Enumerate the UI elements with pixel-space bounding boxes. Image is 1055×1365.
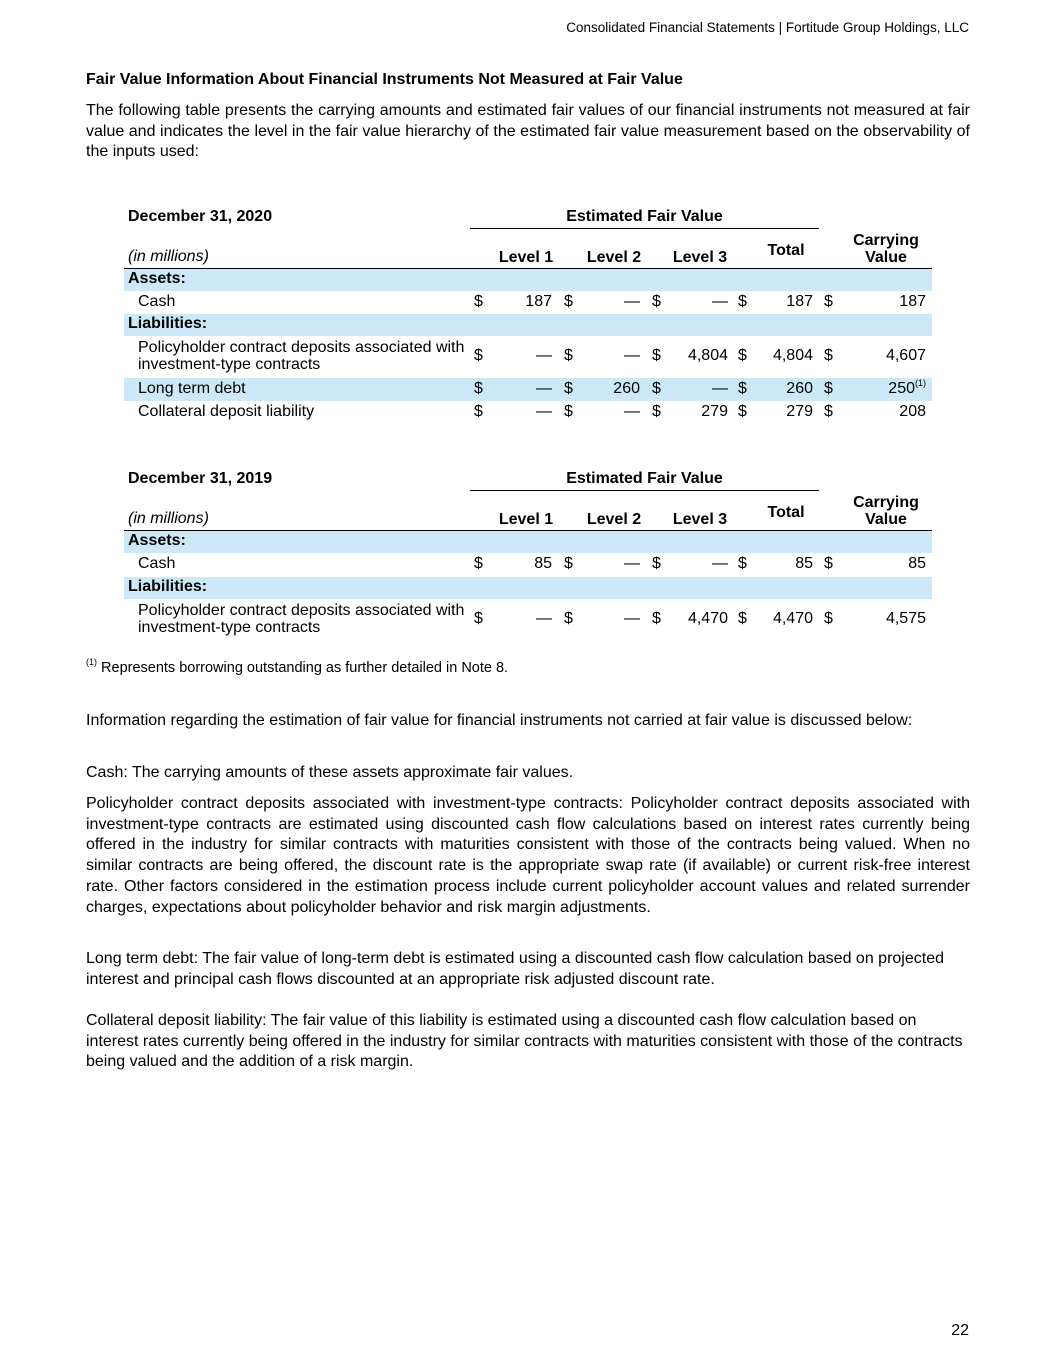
currency-symbol: $	[824, 555, 833, 572]
carrying-value: 85	[908, 555, 926, 572]
carrying-value	[834, 377, 926, 398]
carrying-value: 4,607	[885, 347, 926, 364]
currency-symbol: $	[824, 293, 833, 310]
total-header: Total	[767, 241, 805, 259]
footnote-marker: (1)	[915, 377, 926, 388]
level-2-value: —	[624, 293, 640, 310]
currency-symbol: $	[474, 610, 483, 627]
liabilities-section-row	[124, 577, 932, 599]
total-value: 4,470	[772, 610, 813, 627]
currency-symbol: $	[824, 403, 833, 420]
currency-symbol: $	[564, 347, 573, 364]
assets-section-row	[124, 269, 932, 291]
currency-symbol: $	[652, 610, 661, 627]
assets-section-row	[124, 531, 932, 553]
level-3-value: —	[712, 380, 728, 397]
currency-symbol: $	[652, 293, 661, 310]
level-3-header: Level 3	[672, 510, 728, 528]
section-title: Fair Value Information About Financial Instruments Not Measured at Fair Value	[86, 71, 683, 88]
estimated-fair-value-header: Estimated Fair Value	[470, 470, 819, 491]
page-number: 22	[951, 1322, 969, 1339]
fair-value-table-2020	[124, 208, 932, 424]
total-value: 279	[786, 403, 813, 420]
fair-value-table-2019	[124, 470, 932, 643]
intro-paragraph: The following table presents the carrying amounts and estimated fair values of our financial instruments not measured at fair value and indicates the level in the fair value hierarchy of the estimated fair value measurement based on the observability of the inputs used:	[86, 102, 970, 161]
currency-symbol: $	[652, 380, 661, 397]
level-1-value: 187	[525, 293, 552, 310]
level-2-value: —	[624, 555, 640, 572]
currency-symbol: $	[824, 610, 833, 627]
level-1-value: —	[536, 380, 552, 397]
footnote-marker: (1)	[86, 657, 97, 668]
level-1-header: Level 1	[498, 510, 554, 528]
currency-symbol: $	[824, 347, 833, 364]
level-3-value: 4,804	[687, 347, 728, 364]
currency-symbol: $	[738, 555, 747, 572]
currency-symbol: $	[738, 610, 747, 627]
level-2-value: —	[624, 403, 640, 420]
table-row	[124, 336, 932, 378]
carrying-value-header: Carrying Value	[853, 232, 919, 266]
table-row	[124, 599, 932, 643]
carrying-value-number: 250	[888, 380, 915, 397]
level-3-value: —	[712, 293, 728, 310]
level-2-header: Level 2	[586, 510, 642, 528]
liabilities-label: Liabilities:	[128, 315, 208, 332]
row-label: Cash	[138, 293, 176, 310]
level-3-value: —	[712, 555, 728, 572]
row-label: Policyholder contract deposits associated with investment-type contracts	[138, 602, 465, 636]
currency-symbol: $	[564, 555, 573, 572]
level-3-header: Level 3	[672, 248, 728, 266]
assets-label: Assets:	[128, 532, 186, 549]
total-value: 260	[786, 380, 813, 397]
total-value: 85	[795, 555, 813, 572]
level-1-value: —	[536, 403, 552, 420]
level-3-value: 279	[701, 403, 728, 420]
table-header	[124, 208, 932, 268]
units-label: (in millions)	[128, 248, 209, 265]
liabilities-section-row	[124, 314, 932, 336]
carrying-value: 208	[899, 403, 926, 420]
currency-symbol: $	[564, 293, 573, 310]
currency-symbol: $	[824, 380, 833, 397]
level-1-value: —	[536, 347, 552, 364]
paragraph-long-term-debt: Long term debt: The fair value of long-term debt is estimated using a discounted cash flow calculation based on projected interest and principal cash flows discounted at an appropriate risk adjusted discount rate.	[86, 950, 944, 988]
level-3-value: 4,470	[687, 610, 728, 627]
level-1-value: —	[536, 610, 552, 627]
currency-symbol: $	[474, 293, 483, 310]
carrying-value: 187	[899, 293, 926, 310]
currency-symbol: $	[564, 380, 573, 397]
currency-symbol: $	[652, 347, 661, 364]
level-1-header: Level 1	[498, 248, 554, 266]
row-label: Cash	[138, 555, 176, 572]
currency-symbol: $	[652, 403, 661, 420]
footnote-text: Represents borrowing outstanding as further detailed in Note 8.	[101, 660, 509, 676]
currency-symbol: $	[652, 555, 661, 572]
carrying-value: 4,575	[885, 610, 926, 627]
carrying-value-header: Carrying Value	[853, 494, 919, 528]
level-2-value: —	[624, 347, 640, 364]
estimated-fair-value-header: Estimated Fair Value	[470, 208, 819, 229]
currency-symbol: $	[564, 610, 573, 627]
total-value: 187	[786, 293, 813, 310]
paragraph-cash: Cash: The carrying amounts of these assets approximate fair values.	[86, 764, 574, 781]
units-label: (in millions)	[128, 510, 209, 527]
table-row	[124, 291, 932, 314]
footnote	[86, 657, 509, 676]
liabilities-label: Liabilities:	[128, 578, 208, 595]
currency-symbol: $	[738, 380, 747, 397]
currency-symbol: $	[474, 380, 483, 397]
row-label: Long term debt	[138, 380, 246, 397]
currency-symbol: $	[738, 293, 747, 310]
table-header	[124, 470, 932, 530]
table-row	[124, 401, 932, 424]
currency-symbol: $	[474, 347, 483, 364]
level-2-value: 260	[613, 380, 640, 397]
page-header: Consolidated Financial Statements | Fortitude Group Holdings, LLC	[566, 20, 969, 35]
table-date: December 31, 2020	[128, 208, 273, 225]
paragraph-policyholder: Policyholder contract deposits associated with investment-type contracts: Policyholder contract deposits associated with investment-type contracts are estimated using discounted cash flow calculations based on interest rates currently being offered in the industry for similar contracts with maturities consistent with those of the contracts being valued. When no similar contracts are being offered, the discount rate is the appropriate swap rate (if available) or current risk-free interest rate. Other factors considered in the estimation process include current policyholder account values and related surrender charges, expectations about policyholder behavior and risk margin adjustments.	[86, 795, 970, 916]
paragraph-collateral: Collateral deposit liability: The fair value of this liability is estimated using a discounted cash flow calculation based on interest rates currently being offered in the industry for similar contracts with maturities consistent with those of the contracts being valued and the addition of a risk margin.	[86, 1012, 963, 1071]
currency-symbol: $	[564, 403, 573, 420]
row-label: Collateral deposit liability	[138, 403, 315, 420]
table-date: December 31, 2019	[128, 470, 273, 487]
level-2-header: Level 2	[586, 248, 642, 266]
currency-symbol: $	[738, 347, 747, 364]
currency-symbol: $	[474, 555, 483, 572]
currency-symbol: $	[738, 403, 747, 420]
total-header: Total	[767, 503, 805, 521]
level-1-value: 85	[534, 555, 552, 572]
level-2-value: —	[624, 610, 640, 627]
table-row	[124, 553, 932, 577]
currency-symbol: $	[474, 403, 483, 420]
paragraph-intro-estimation: Information regarding the estimation of fair value for financial instruments not carried at fair value is discussed below:	[86, 712, 913, 729]
assets-label: Assets:	[128, 270, 186, 287]
total-value: 4,804	[772, 347, 813, 364]
row-label: Policyholder contract deposits associated with investment-type contracts	[138, 339, 465, 373]
table-row	[124, 378, 932, 401]
